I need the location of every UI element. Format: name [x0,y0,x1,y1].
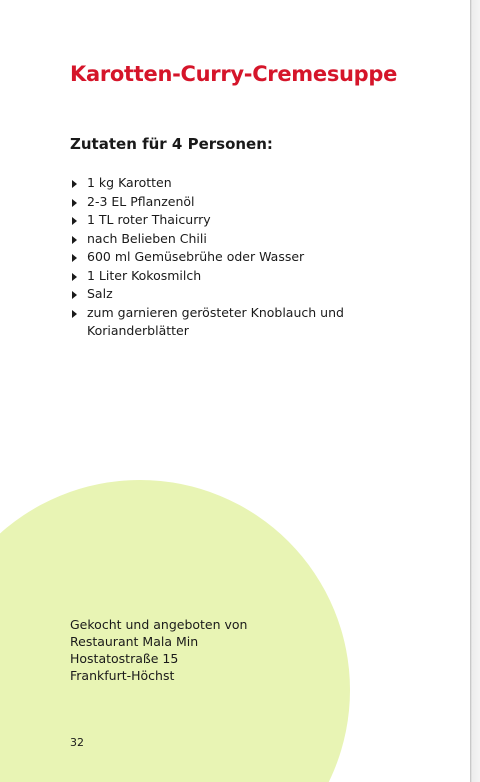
ingredients-heading: Zutaten für 4 Personen: [70,135,273,153]
ingredient-text: 600 ml Gemüsebrühe oder Wasser [87,249,305,264]
ingredient-text: nach Belieben Chili [87,230,207,246]
list-item [70,211,430,230]
city: Frankfurt-Höchst [70,668,175,683]
ingredient-text: 2-3 EL Pflanzenöl [87,193,195,209]
ingredient-text: 1 kg Karotten [87,175,172,190]
restaurant-name: Restaurant Mala Min [70,634,199,649]
bullet-arrow-icon [72,254,77,262]
bullet-arrow-icon [72,273,77,281]
restaurant-credit [70,616,247,684]
bullet-arrow-icon [72,291,77,299]
bullet-arrow-icon [72,236,77,244]
bullet-arrow-icon [72,310,77,318]
list-item [70,304,430,341]
bullet-arrow-icon [72,217,77,225]
list-item [70,230,430,249]
list-item [70,193,430,212]
bullet-arrow-icon [72,180,77,188]
page-number: 32 [70,736,84,749]
street-address: Hostatostraße 15 [70,651,179,666]
credit-line: Gekocht und angeboten von [70,617,248,632]
ingredient-text: Salz [87,286,113,301]
bullet-arrow-icon [72,199,77,207]
list-item [70,248,430,267]
recipe-title: Karotten-Curry-Cremesuppe [70,62,398,86]
list-item [70,174,430,193]
list-item [70,285,430,304]
page-edge-shadow [470,0,480,782]
ingredient-text: 1 TL roter Thaicurry [87,212,211,227]
decorative-circle-edge [0,560,40,782]
ingredients-list [70,174,430,341]
ingredient-text: 1 Liter Kokosmilch [87,267,202,283]
list-item [70,267,430,286]
ingredient-text: zum garnieren gerösteter Knoblauch und Korianderblätter [87,304,344,338]
